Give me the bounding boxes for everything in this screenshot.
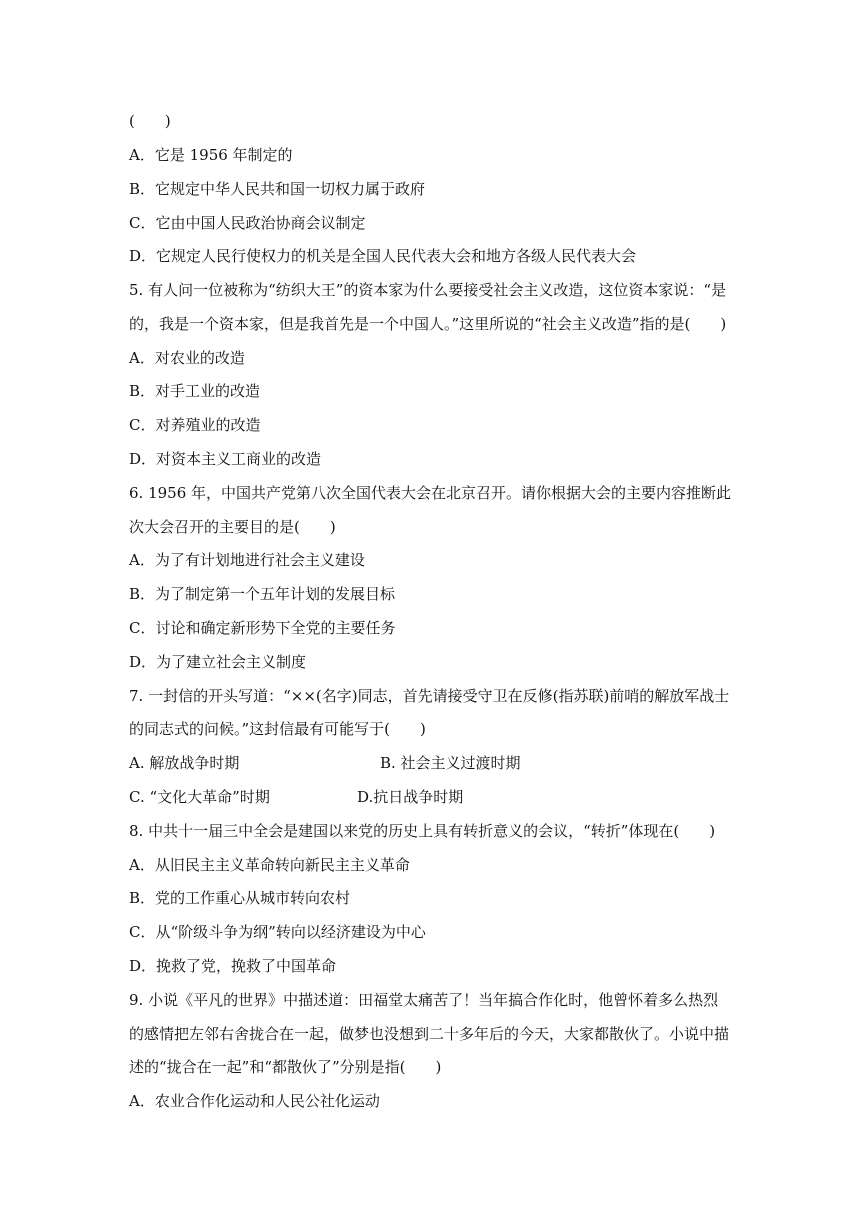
question-9-option-a: A．农业合作化运动和人民公社化运动 — [129, 1092, 380, 1110]
question-8-stem: 8. 中共十一届三中全会是建国以来党的历史上具有转折意义的会议，“转折”体现在( ) — [129, 822, 716, 840]
question-6-stem-line-2: 次大会召开的主要目的是( ) — [129, 518, 336, 536]
question-8-option-d: D．挽救了党，挽救了中国革命 — [129, 957, 337, 975]
question-4-answer-bracket: ( ) — [129, 112, 171, 130]
question-5-option-c: C．对养殖业的改造 — [129, 416, 261, 434]
question-6-option-b: B．为了制定第一个五年计划的发展目标 — [129, 585, 396, 603]
question-7-option-d: D.抗日战争时期 — [357, 788, 464, 806]
question-9-stem-line-2: 的感情把左邻右舍拢合在一起，做梦也没想到二十多年后的今天，大家都散伙了。小说中描 — [129, 1025, 730, 1043]
question-5-stem-line-1: 5. 有人问一位被称为“纺织大王”的资本家为什么要接受社会主义改造，这位资本家说：“是 — [129, 281, 727, 299]
question-6-option-d: D．为了建立社会主义制度 — [129, 653, 307, 671]
question-8-option-c: C．从“阶级斗争为纲”转向以经济建设为中心 — [129, 923, 426, 941]
question-4-option-c: C．它由中国人民政治协商会议制定 — [129, 214, 366, 232]
question-5-option-d: D．对资本主义工商业的改造 — [129, 450, 322, 468]
question-5-option-b: B．对手工业的改造 — [129, 382, 261, 400]
question-7-stem-line-2: 的同志式的问候。”这封信最有可能写于( ) — [129, 720, 426, 738]
question-7-option-c: C. “文化大革命”时期 — [129, 788, 270, 806]
question-6-stem-line-1: 6. 1956 年，中国共产党第八次全国代表大会在北京召开。请你根据大会的主要内容推断此 — [129, 484, 732, 502]
question-8-option-b: B．党的工作重心从城市转向农村 — [129, 889, 351, 907]
question-5-option-a: A．对农业的改造 — [129, 349, 245, 367]
question-4-option-d: D．它规定人民行使权力的机关是全国人民代表大会和地方各级人民代表大会 — [129, 247, 637, 265]
question-7-stem-line-1: 7. 一封信的开头写道：“××(名字)同志，首先请接受守卫在反修(指苏联)前哨的解放军战士 — [129, 687, 730, 705]
question-9-stem-line-3: 述的“拢合在一起”和“都散伙了”分别是指( ) — [129, 1058, 442, 1076]
question-4-option-a: A．它是 1956 年制定的 — [129, 146, 293, 164]
question-8-option-a: A．从旧民主主义革命转向新民主主义革命 — [129, 856, 410, 874]
question-6-option-c: C．讨论和确定新形势下全党的主要任务 — [129, 619, 396, 637]
question-4-option-b: B．它规定中华人民共和国一切权力属于政府 — [129, 180, 426, 198]
question-6-option-a: A．为了有计划地进行社会主义建设 — [129, 551, 365, 569]
question-9-stem-line-1: 9. 小说《平凡的世界》中描述道：田福堂太痛苦了！当年搞合作化时，他曾怀着多么热烈 — [129, 991, 719, 1009]
question-5-stem-line-2: 的，我是一个资本家，但是我首先是一个中国人。”这里所说的“社会主义改造”指的是( ) — [129, 315, 727, 333]
question-7-option-a: A. 解放战争时期 — [129, 754, 240, 772]
question-7-option-b: B. 社会主义过渡时期 — [380, 754, 521, 772]
